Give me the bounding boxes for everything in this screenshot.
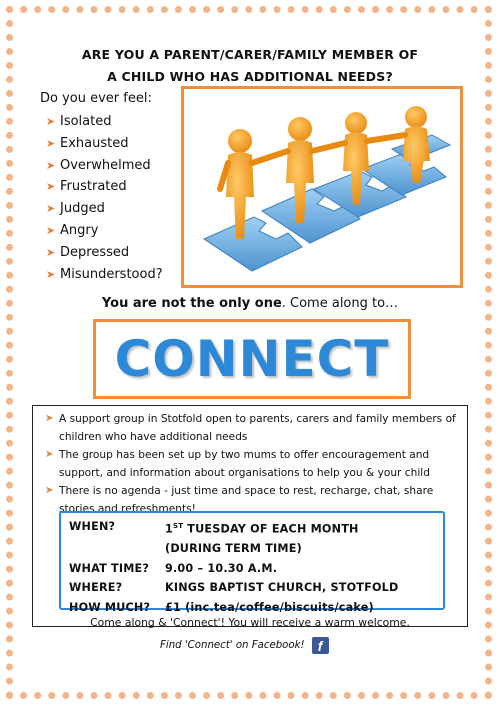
arrow-bullet-icon: ➤	[46, 223, 56, 237]
welcome-text: Come along & 'Connect'! You will receive a warm welcome.	[90, 616, 410, 629]
event-details-box	[59, 511, 445, 614]
when-note: (DURING TERM TIME)	[165, 542, 302, 556]
title-line-2: A CHILD WHO HAS ADDITIONAL NEEDS?	[107, 69, 393, 84]
list-item: ➤ Angry	[46, 220, 163, 242]
tagline	[30, 296, 470, 311]
arrow-bullet-icon: ➤	[46, 158, 56, 172]
list-item: ➤ Isolated	[46, 111, 163, 133]
when-value: 1ST TUESDAY OF EACH MONTH	[165, 522, 359, 536]
where-label: WHERE?	[69, 581, 123, 595]
where-row	[69, 578, 443, 598]
arrow-bullet-icon: ➤	[45, 413, 54, 424]
tagline-rest: . Come along to…	[281, 296, 399, 311]
facebook-text: Find 'Connect' on Facebook!	[160, 640, 305, 651]
arrow-bullet-icon: ➤	[46, 180, 56, 194]
intro-text: Do you ever feel:	[40, 91, 152, 106]
list-item: ➤ Frustrated	[46, 176, 163, 198]
cost-value: £1 (inc.tea/coffee/biscuits/cake)	[165, 600, 374, 614]
connect-logo: CONNECT	[114, 330, 390, 388]
when-superscript: ST	[172, 522, 184, 530]
cost-row	[69, 598, 443, 618]
list-item: ➤ Overwhelmed	[46, 155, 163, 177]
list-item: ➤ The group has been set up by two mums to offer encouragement and support, and information about organisations to help you & your child	[45, 446, 461, 482]
where-value: KINGS BAPTIST CHURCH, STOTFOLD	[165, 581, 399, 595]
when-label: WHEN?	[69, 520, 116, 533]
arrow-bullet-icon: ➤	[45, 449, 54, 460]
cost-label: HOW MUCH?	[69, 600, 151, 614]
arrow-bullet-icon: ➤	[46, 115, 56, 128]
connect-logo-box	[93, 319, 411, 399]
time-value: 9.00 – 10.30 A.M.	[165, 561, 278, 575]
list-item: ➤ Misunderstood?	[46, 264, 163, 286]
feelings-list	[46, 111, 163, 285]
list-item: ➤ There is no agenda - just time and space to rest, recharge, chat, share stories and refreshments!	[45, 482, 461, 518]
list-item: ➤ Judged	[46, 198, 163, 220]
arrow-bullet-icon: ➤	[45, 485, 54, 496]
list-item: ➤ A support group in Stotfold open to parents, carers and family members of children who have additional needs	[45, 410, 461, 446]
puzzle-people-icon	[184, 89, 460, 285]
arrow-bullet-icon: ➤	[46, 136, 56, 150]
tagline-bold: You are not the only one	[101, 296, 282, 311]
arrow-bullet-icon: ➤	[46, 267, 56, 281]
time-label: WHAT TIME?	[69, 561, 150, 575]
arrow-bullet-icon: ➤	[46, 202, 56, 216]
page-title	[30, 44, 470, 88]
title-line-1: ARE YOU A PARENT/CARER/FAMILY MEMBER OF	[81, 47, 419, 62]
list-item: ➤ Depressed	[46, 242, 163, 264]
facebook-icon[interactable]: f	[312, 637, 329, 654]
info-bullets	[33, 406, 467, 518]
when-row	[69, 517, 443, 539]
when-note-row	[69, 539, 443, 559]
arrow-bullet-icon: ➤	[46, 245, 56, 259]
illustration-puzzle-figures	[181, 86, 463, 288]
facebook-line	[160, 637, 350, 654]
time-row	[69, 559, 443, 579]
list-item: ➤ Exhausted	[46, 133, 163, 155]
